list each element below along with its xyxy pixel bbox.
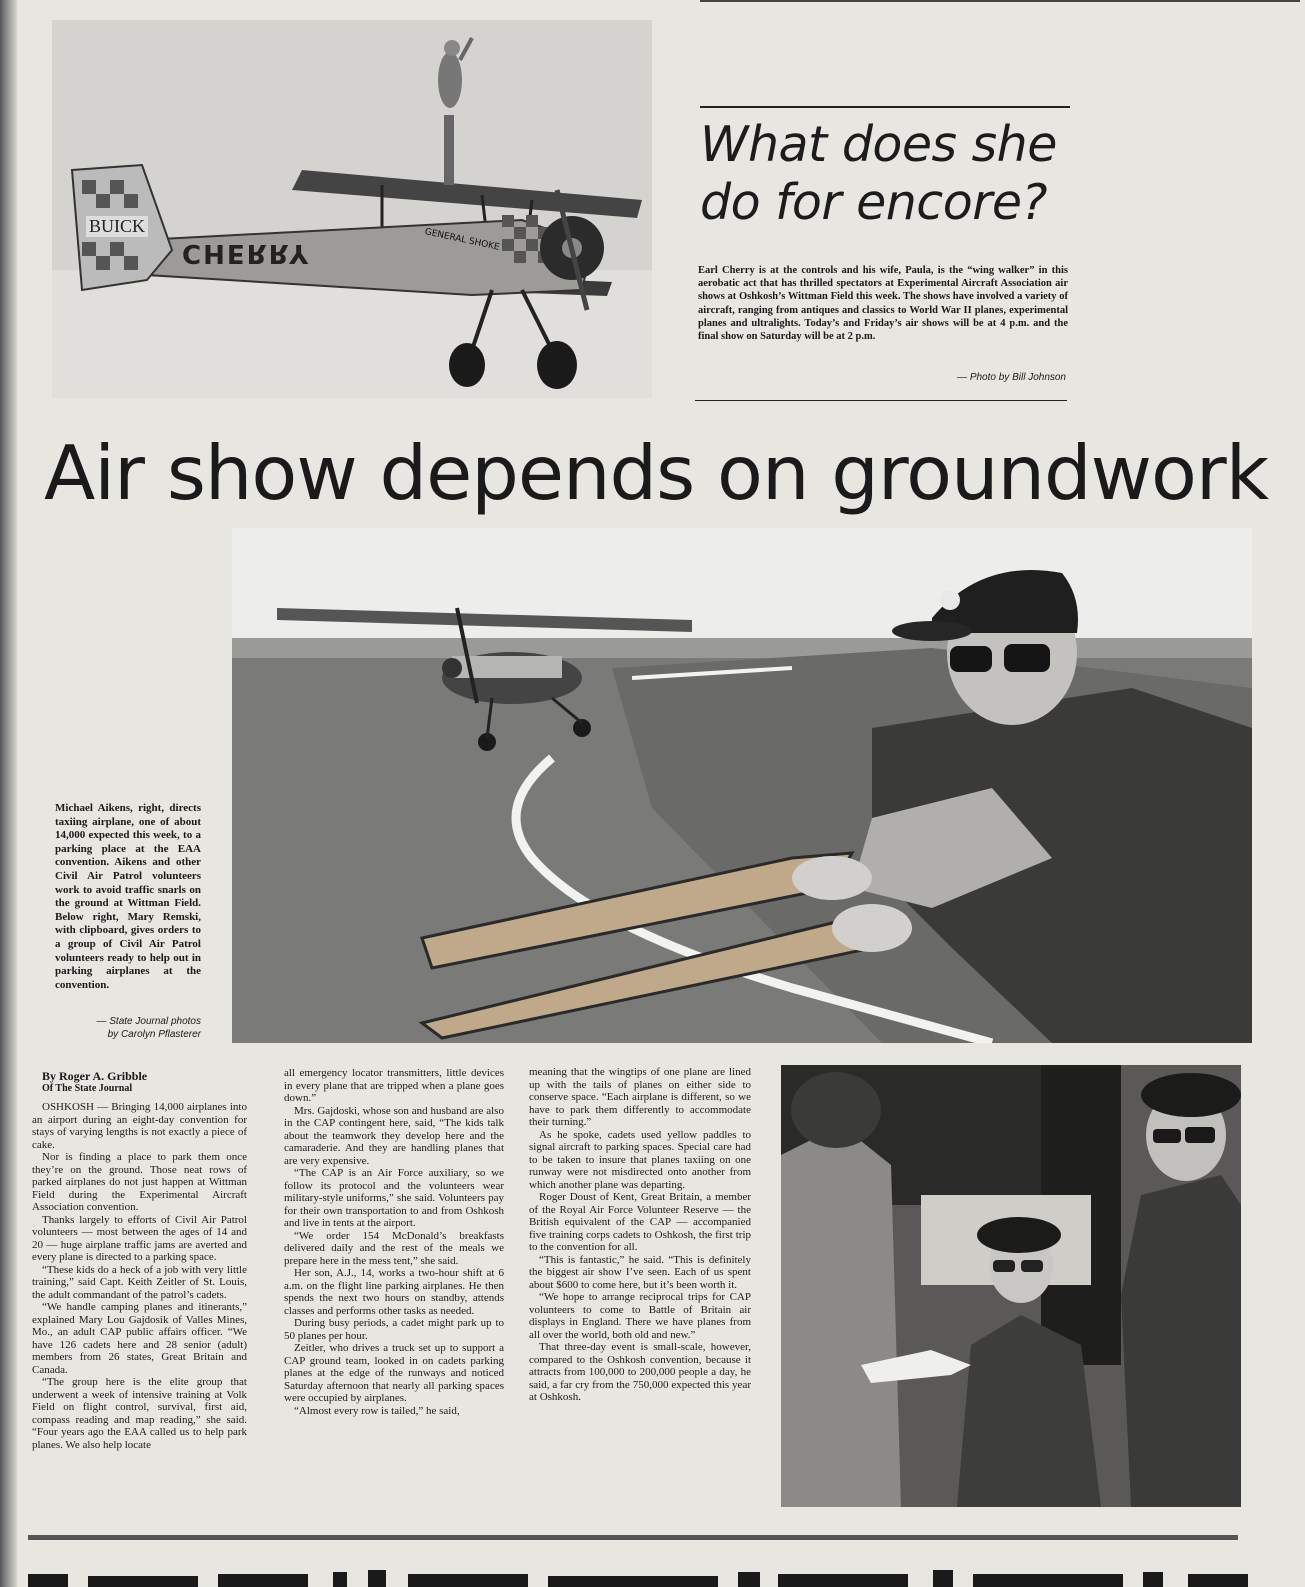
paragraph: That three-day event is small-scale, however, compared to the Oshkosh convention, because it attracts from 100,000 to 200,000 people a day, he said, a far cry from the 750,000 expected this year at Oshkosh. [529, 1341, 751, 1403]
paragraph: Mrs. Gajdoski, whose son and husband are also in the CAP contingent here, said, “The kids talk about the teamwork they develop here and the camaraderie. And they are handling planes that are very expensive. [284, 1104, 504, 1167]
feature-photo-credit: — Photo by Bill Johnson [957, 372, 1066, 383]
paragraph: “We hope to arrange reciprocal trips for CAP volunteers to come to Battle of Britain air displays in England. There we have planes from all over the world, both old and new.” [529, 1291, 751, 1341]
paragraph: Her son, A.J., 14, works a two-hour shift at 6 a.m. on the flight line parking airplanes. He then spends the next two hours on standby, attends classes and performs other tasks as needed. [284, 1267, 504, 1317]
paragraph: meaning that the wingtips of one plane are lined up with the tails of planes on either side to conserve space. “Each airplane is different, so we have to park them differently to accommodate their turning.” [529, 1066, 751, 1128]
fuselage-lettering: CHERRY [182, 238, 311, 268]
paragraph: “The CAP is an Air Force auxiliary, so we follow its protocol and the volunteers wear military-style uniforms,” she said. Volunteers pay for their own transportation to and from Oshkosh and live in tents at the airport. [284, 1167, 504, 1229]
main-headline: Air show depends on groundwork [44, 429, 1269, 517]
cadets-group-photo [781, 1065, 1241, 1507]
paragraph: Roger Doust of Kent, Great Britain, a member of the Royal Air Force Volunteer Reserve — the British equivalent of the CAP — accompanied five training corps cadets to Oshkosh, the first trip to the convention for all. [529, 1191, 751, 1253]
paragraph: “We handle camping planes and itinerants,” explained Mary Lou Gajdosik of Valles Mines, Mo., an adult CAP public affairs officer. “We have 126 cadets here and 28 senior (adult) members from 26 states, Great Britain and Canada. [32, 1301, 247, 1376]
paragraph: Thanks largely to efforts of Civil Air Patrol volunteers — most between the ages of 14 and 20 — huge airplane traffic jams are averted and every plane is directed to a parking space. [32, 1213, 247, 1263]
next-headline-clipped [28, 1552, 1258, 1587]
biplane-wing-walker-photo [52, 20, 652, 398]
bottom-rule [28, 1535, 1238, 1540]
feature-cutline: Earl Cherry is at the controls and his wife, Paula, is the “wing walker” in this aerobatic act that has thrilled spectators at Experimental Aircraft Association air shows at Oshkosh’s Wittman Field this week. The shows have involved a variety of aircraft, ranging from antiques and classics to World War II planes, experimental planes and ultralights. Today’s and Friday’s air shows will be at 4 p.m. and the final show on Saturday will be at 2 p.m. [698, 265, 1068, 343]
paragraph: As he spoke, cadets used yellow paddles to signal aircraft to parking spaces. Special care had to be taken to insure that planes taxiing on one runway were not misdirected onto another from which another plane was departing. [529, 1128, 751, 1191]
tail-lettering: BUICK [86, 216, 148, 237]
feature-bottom-rule [695, 400, 1067, 401]
main-photo-credit-line2: by Carolyn Pflasterer [107, 1028, 201, 1040]
main-photo-credit [40, 1016, 201, 1041]
paragraph: During busy periods, a cadet might park up to 50 planes per hour. [284, 1317, 504, 1342]
paragraph: “These kids do a heck of a job with very little training,” said Capt. Keith Zeitler of St. Louis, the adult commandant of the patrol’s cadets. [32, 1263, 247, 1301]
feature-top-rule [700, 106, 1070, 108]
main-cutline: Michael Aikens, right, directs taxiing airplane, one of about 14,000 expected this week, to a parking place at the EAA convention. Aikens and other Civil Air Patrol volunteers work to avoid traffic snarls on the ground at Wittman Field. Below right, Mary Remski, with clipboard, gives orders to a group of Civil Air Patrol volunteers ready to help out in parking airplanes at the convention. [55, 802, 201, 991]
paragraph: OSHKOSH — Bringing 14,000 airplanes into an airport during an eight-day convention for stays of varying lengths is not exactly a piece of cake. [32, 1101, 247, 1151]
main-photo-credit-line1: — State Journal photos [96, 1016, 201, 1027]
cadet-with-paddles-photo [232, 528, 1252, 1043]
feature-headline: What does she do for encore? [700, 116, 1057, 231]
paragraph: Nor is finding a place to park them once they’re on the ground. Those neat rows of parked airplanes do not just happen at Wittman Field during the Experimental Aircraft Association convention. [32, 1151, 247, 1213]
paragraph: “This is fantastic,” he said. “This is definitely the biggest air show I’ve seen. Each of us spent about $600 to come here, but it’s been worth it. [529, 1253, 751, 1291]
article-column-3 [529, 1066, 751, 1404]
top-rule [700, 0, 1300, 2]
paragraph: all emergency locator transmitters, little devices in every plane that are tripped when a plane goes down.” [284, 1067, 504, 1104]
byline-source: Of The State Journal [42, 1083, 133, 1094]
paragraph: “Almost every row is tailed,” he said, [294, 1404, 460, 1417]
nose-lettering: GENERAL SHOKE [423, 227, 501, 253]
paragraph: “The group here is the elite group that underwent a week of intensive training at Volk Field on flight control, survival, first aid, compass reading and map reading,” she said. “Four years ago the EAA called us to help park planes. We also help locate [32, 1376, 247, 1451]
article-column-1 [32, 1070, 247, 1451]
article-column-2 [284, 1067, 504, 1417]
byline: By Roger A. Gribble [42, 1069, 148, 1083]
page-fold-shadow [0, 0, 18, 1587]
paragraph: “We order 154 McDonald’s breakfasts delivered daily and the rest of the meals we prepare here in the mess tent,” she said. [284, 1229, 504, 1267]
paragraph: Zeitler, who drives a truck set up to support a CAP ground team, looked in on cadets parking planes at the edge of the runways and noticed Saturday afternoon that nearly all parking spaces were occupied by airplanes. [284, 1342, 504, 1404]
